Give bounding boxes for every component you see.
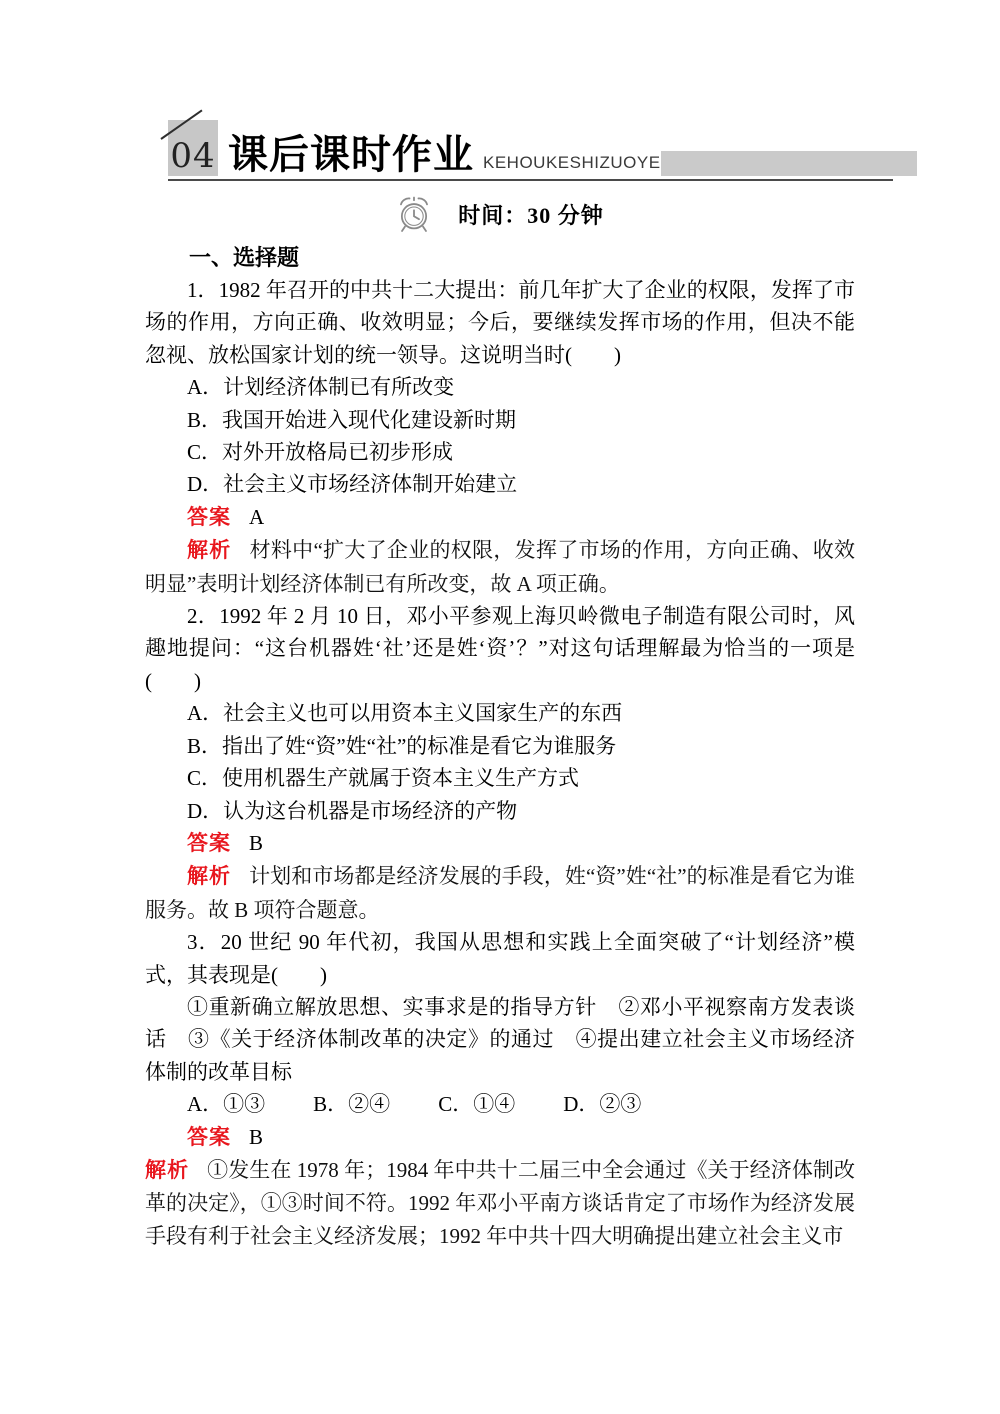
header-inner bbox=[168, 120, 893, 176]
answer-row bbox=[145, 501, 855, 534]
analysis-text: 计划和市场都是经济发展的手段，姓“资”姓“社”的标准是看它为谁服务。故 B 项符合题意。 bbox=[145, 864, 856, 922]
option-d: D．社会主义市场经济体制开始建立 bbox=[187, 472, 518, 497]
section-number: 04 bbox=[170, 136, 216, 177]
analysis-row bbox=[145, 534, 855, 600]
section-number-badge bbox=[168, 120, 218, 176]
alarm-clock-icon bbox=[396, 194, 432, 234]
option-b: B．②④ bbox=[313, 1092, 391, 1117]
question-1 bbox=[145, 274, 855, 600]
answer-label: 答案 bbox=[187, 505, 231, 529]
time-row bbox=[145, 194, 855, 234]
page-title: 课后课时作业 bbox=[228, 132, 474, 177]
option-b: B．指出了姓“资”姓“社”的标准是看它为谁服务 bbox=[187, 733, 617, 758]
time-limit-label: 时间：30 分钟 bbox=[458, 202, 604, 228]
answer-row bbox=[145, 1121, 855, 1154]
analysis-label: 解析 bbox=[187, 539, 232, 563]
answer-value: B bbox=[249, 830, 264, 855]
option-c: C．对外开放格局已初步形成 bbox=[187, 440, 454, 465]
question-stem: 2．1992 年 2 月 10 日，邓小平参观上海贝岭微电子制造有限公司时，风趣地提问：“这台机器姓‘社’还是姓‘资’？”对这句话理解最为恰当的一项是( ) bbox=[145, 604, 855, 693]
question-2 bbox=[145, 600, 855, 926]
answer-value: A bbox=[249, 504, 265, 529]
section-heading-choice-questions: 一、选择题 bbox=[189, 245, 300, 270]
option-d: D．②③ bbox=[563, 1092, 642, 1117]
option-d: D．认为这台机器是市场经济的产物 bbox=[187, 798, 518, 823]
option-c: C．①④ bbox=[438, 1092, 516, 1117]
analysis-text: ①发生在 1978 年；1984 年中共十二届三中全会通过《关于经济体制改革的决定》，①③时间不符。1992 年邓小平南方谈话肯定了市场作为经济发展手段有利于社会主义经济发展；1992 年中共十四大明确提出建立社会主义市 bbox=[145, 1157, 855, 1248]
analysis-row-continued bbox=[145, 1154, 855, 1252]
option-a: A．①③ bbox=[187, 1092, 266, 1117]
diagonal-slash-decoration bbox=[160, 110, 202, 140]
options-row bbox=[145, 1088, 855, 1120]
answer-value: B bbox=[249, 1124, 264, 1149]
answer-row bbox=[145, 827, 855, 860]
option-c: C．使用机器生产就属于资本主义生产方式 bbox=[187, 766, 580, 791]
analysis-text: 材料中“扩大了企业的权限，发挥了市场的作用，方向正确、收效明显”表明计划经济体制已有所改变，故 A 项正确。 bbox=[145, 538, 855, 596]
question-3 bbox=[145, 926, 855, 1252]
option-a: A．计划经济体制已有所改变 bbox=[187, 375, 455, 400]
option-b: B．我国开始进入现代化建设新时期 bbox=[187, 407, 517, 432]
analysis-row bbox=[145, 860, 855, 926]
analysis-label: 解析 bbox=[145, 1158, 190, 1182]
question-sub-items: ①重新确立解放思想、实事求是的指导方针 ②邓小平视察南方发表谈话 ③《关于经济体制改革的决定》的通过 ④提出建立社会主义市场经济体制的改革目标 bbox=[145, 994, 855, 1084]
header-gray-bar bbox=[661, 151, 917, 176]
page-title-pinyin: KEHOUKESHIZUOYE bbox=[483, 153, 661, 172]
option-a: A．社会主义也可以用资本主义国家生产的东西 bbox=[187, 701, 623, 726]
answer-label: 答案 bbox=[187, 831, 231, 855]
analysis-label: 解析 bbox=[187, 865, 232, 889]
question-stem: 3．20 世纪 90 年代初，我国从思想和实践上全面突破了“计划经济”模式，其表现是( ) bbox=[145, 930, 855, 987]
header-banner bbox=[168, 120, 893, 181]
answer-label: 答案 bbox=[187, 1125, 231, 1149]
question-stem: 1．1982 年召开的中共十二大提出：前几年扩大了企业的权限，发挥了市场的作用，方向正确、收效明显；今后，要继续发挥市场的作用，但决不能忽视、放松国家计划的统一领导。这说明当时( ) bbox=[145, 278, 855, 367]
